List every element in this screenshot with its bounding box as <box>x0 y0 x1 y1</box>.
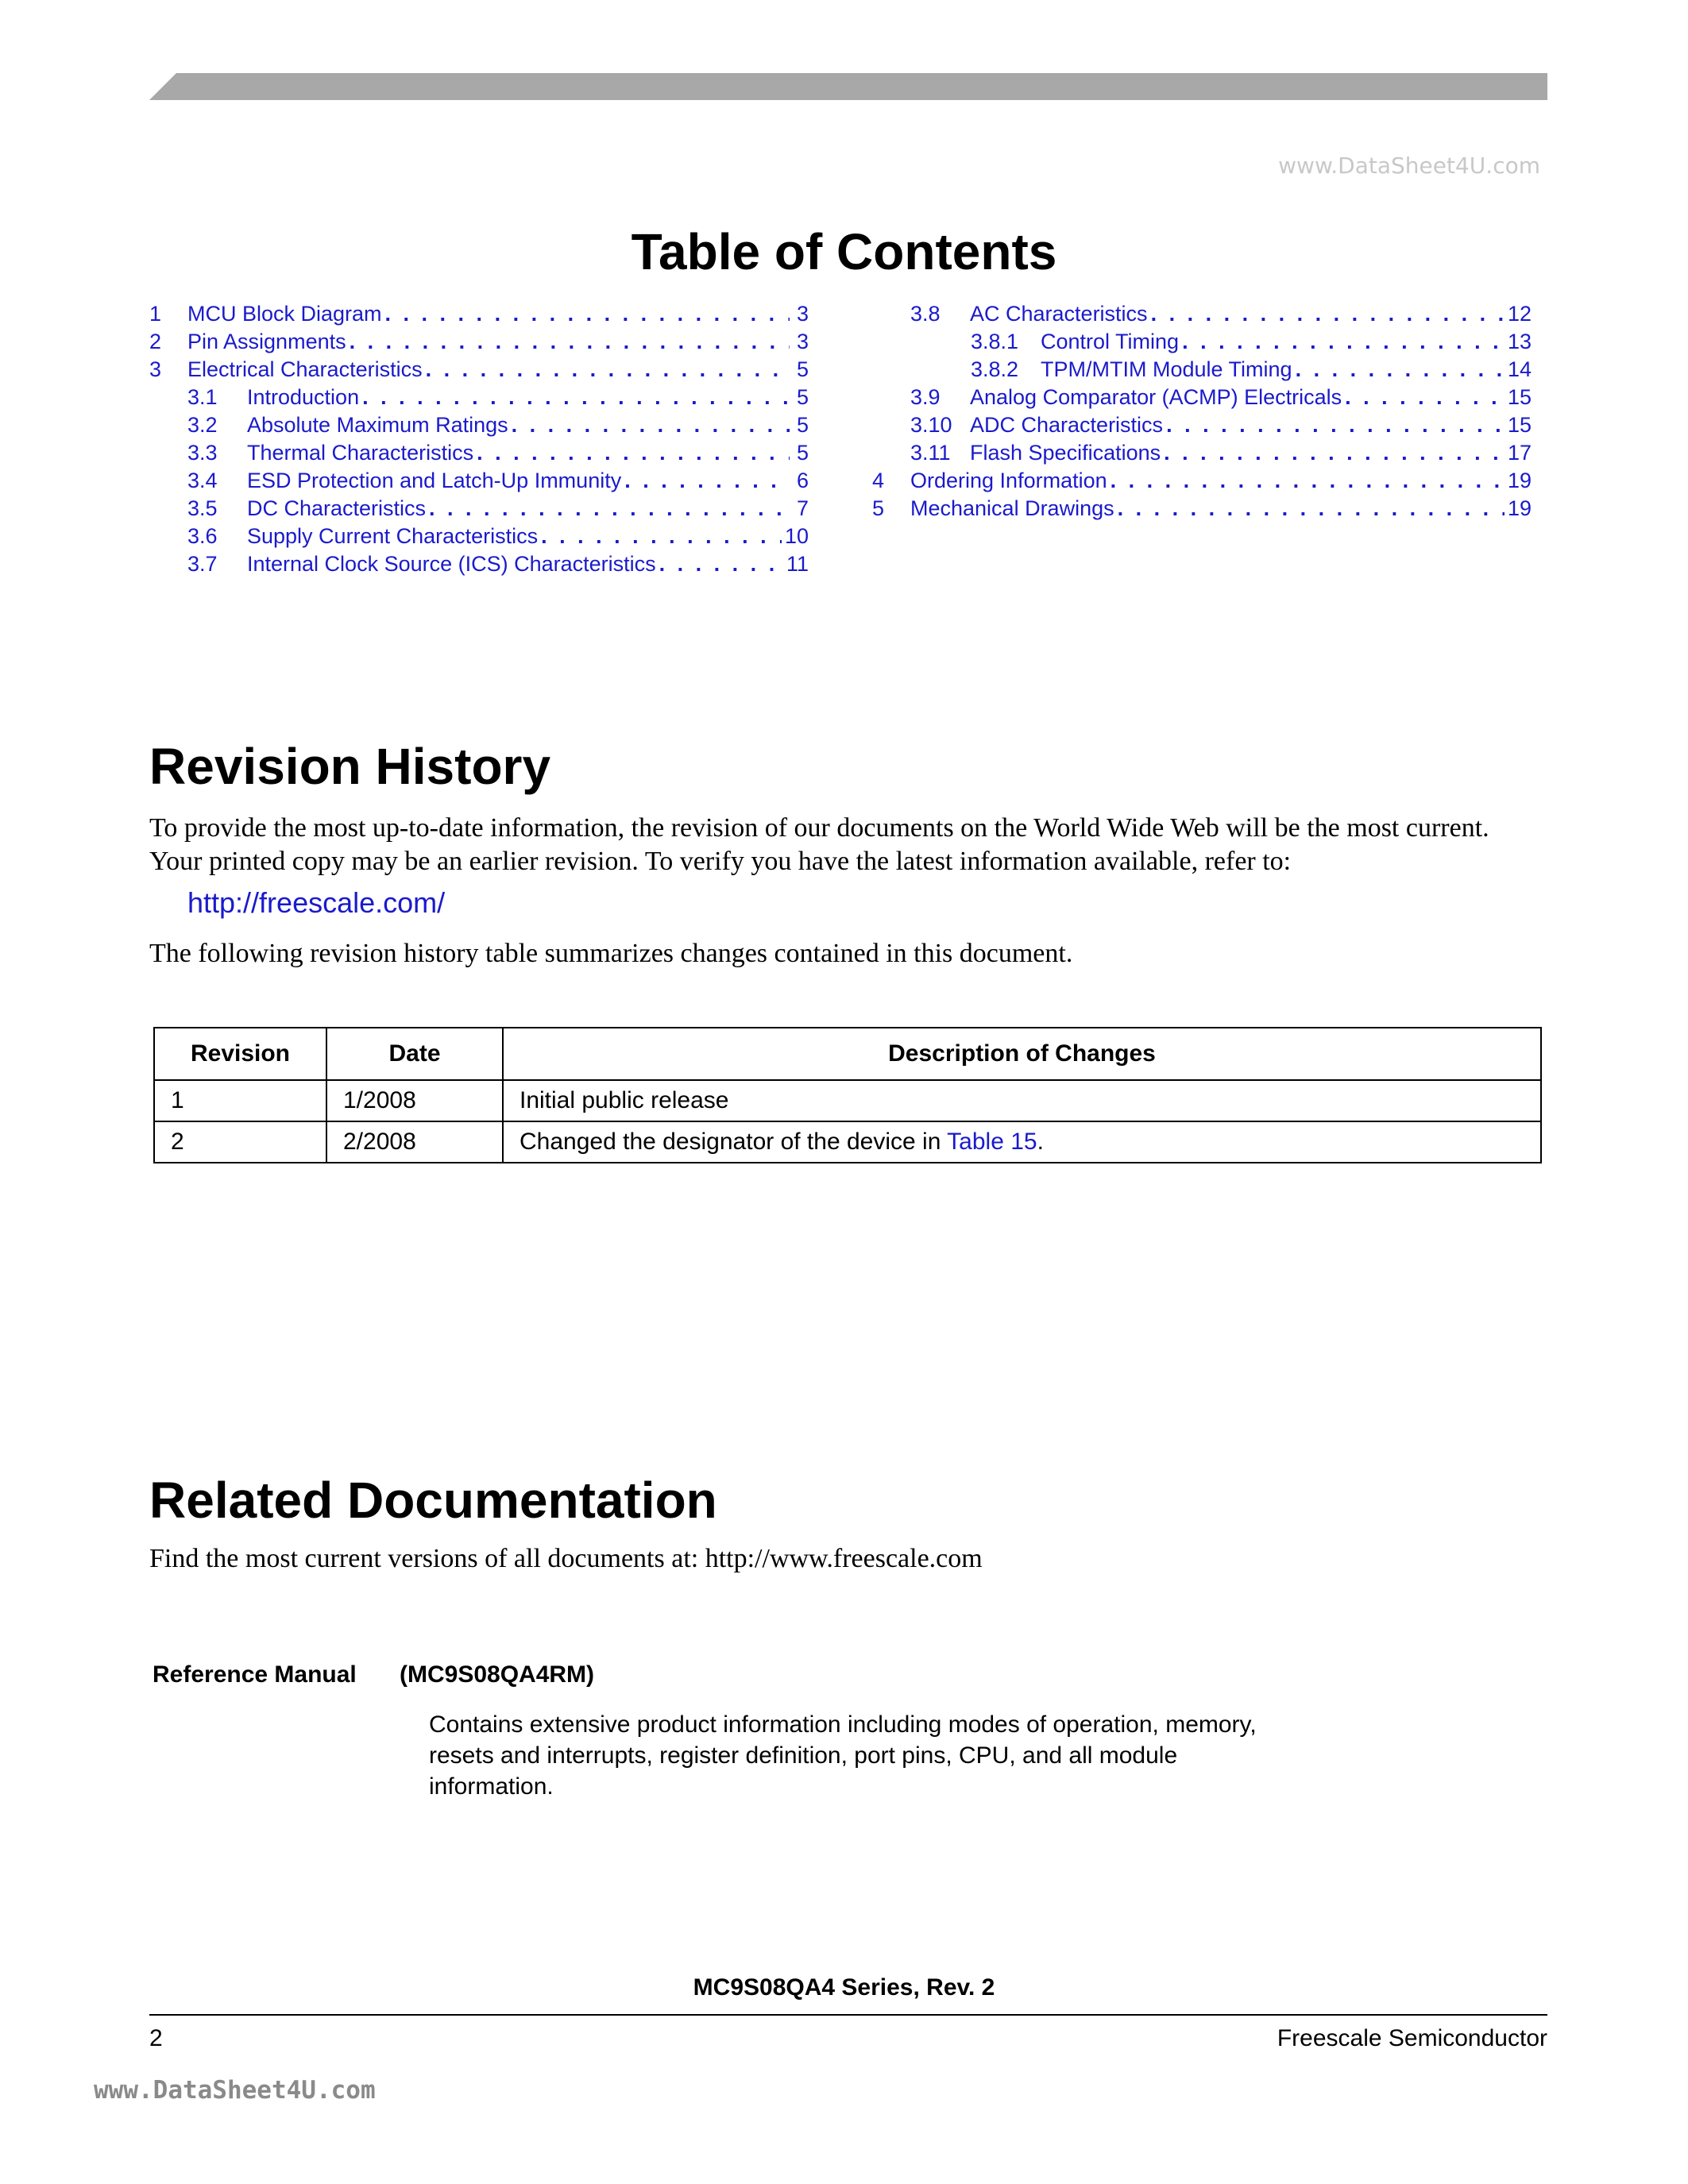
toc-entry-title: AC Characteristics <box>970 302 1148 326</box>
toc-entry[interactable] <box>872 328 1532 356</box>
toc-entry-page: 7 <box>796 496 809 520</box>
toc-entry-page: 10 <box>784 524 809 548</box>
toc-entry-leader <box>659 550 783 578</box>
toc-entry-leader <box>541 523 782 550</box>
related-docs-intro: Find the most current versions of all documents at: http://www.freescale.com <box>149 1544 983 1573</box>
toc-entry-leader <box>1118 495 1505 523</box>
revision-summary: The following revision history table summarizes changes contained in this document. <box>149 939 1073 968</box>
revision-history-heading: Revision History <box>149 738 551 795</box>
footer-rule <box>149 2014 1547 2016</box>
toc-entry-page: 13 <box>1507 330 1532 353</box>
ref-desc-line-2: resets and interrupts, register definition, port pins, CPU, and all module <box>429 1742 1178 1769</box>
toc-entry-page: 17 <box>1507 441 1532 465</box>
toc-entry-title: Mechanical Drawings <box>910 496 1114 520</box>
related-docs-heading: Related Documentation <box>149 1472 717 1529</box>
toc-entry-page: 3 <box>796 330 809 353</box>
toc-entry-page: 11 <box>786 552 809 576</box>
toc-entry-number: 1 <box>149 302 162 326</box>
company-name: Freescale Semiconductor <box>1277 2025 1547 2051</box>
toc-entry-leader <box>385 300 790 328</box>
toc-entry-page: 5 <box>796 357 809 381</box>
toc-entry-title: ADC Characteristics <box>970 413 1164 437</box>
toc-entry-title: TPM/MTIM Module Timing <box>1041 357 1292 381</box>
cell-date: 2/2008 <box>326 1121 503 1163</box>
reference-manual-description <box>429 1709 1382 1802</box>
toc-entry-title: Internal Clock Source (ICS) Characteristics <box>247 552 656 576</box>
toc-entry-number: 3.5 <box>187 496 218 520</box>
toc-entry[interactable] <box>872 495 1532 523</box>
toc-entry[interactable] <box>149 495 809 523</box>
toc-entry-title: Supply Current Characteristics <box>247 524 539 548</box>
toc-entry-leader <box>350 328 790 356</box>
toc-entry[interactable] <box>149 439 809 467</box>
toc-entry[interactable] <box>149 300 809 328</box>
toc-entry-leader <box>1182 328 1505 356</box>
cell-description-suffix: . <box>1037 1129 1044 1155</box>
toc-entry-leader <box>1296 356 1505 384</box>
toc-entry-number: 3.9 <box>910 385 941 409</box>
toc-entry-leader <box>362 384 790 411</box>
ref-desc-line-1: Contains extensive product information including modes of operation, memory, <box>429 1711 1257 1738</box>
cell-description: Initial public release <box>503 1080 1541 1121</box>
toc-entry-number: 3.7 <box>187 552 218 576</box>
toc-entry[interactable] <box>149 384 809 411</box>
toc-entry-leader <box>1151 300 1505 328</box>
toc-entry[interactable] <box>872 439 1532 467</box>
toc-entry-number: 4 <box>872 469 885 492</box>
toc-entry-page: 19 <box>1507 469 1532 492</box>
toc-entry-page: 5 <box>796 385 809 409</box>
toc-entry-leader <box>429 495 790 523</box>
toc-entry[interactable] <box>149 411 809 439</box>
cell-revision: 2 <box>154 1121 326 1163</box>
toc-entry-leader <box>1111 467 1505 495</box>
revision-table <box>153 1027 1542 1163</box>
toc-entry-page: 6 <box>796 469 809 492</box>
toc-entry-number: 2 <box>149 330 162 353</box>
table-row <box>154 1121 1541 1163</box>
freescale-link[interactable]: http://freescale.com/ <box>187 886 446 919</box>
toc-entry-number: 3.8 <box>910 302 941 326</box>
toc-entry-leader <box>477 439 790 467</box>
toc-entry-page: 5 <box>796 441 809 465</box>
page-number: 2 <box>149 2025 163 2051</box>
toc-entry-page: 3 <box>796 302 809 326</box>
ref-desc-line-3: information. <box>429 1773 554 1800</box>
toc-entry-page: 12 <box>1507 302 1532 326</box>
toc-entry-number: 3.2 <box>187 413 218 437</box>
revision-intro-line-1: To provide the most up-to-date information, the revision of our documents on the World Wide Web will be the most current. <box>149 813 1489 843</box>
toc-entry[interactable] <box>149 523 809 550</box>
toc-entry-page: 15 <box>1507 385 1532 409</box>
footer-title: MC9S08QA4 Series, Rev. 2 <box>693 1974 995 2001</box>
toc-entry[interactable] <box>872 411 1532 439</box>
toc-entry[interactable] <box>872 384 1532 411</box>
toc-entry-leader <box>1166 411 1505 439</box>
toc-entry[interactable] <box>872 300 1532 328</box>
reference-manual-id: (MC9S08QA4RM) <box>400 1661 595 1688</box>
toc-entry-number: 3.10 <box>910 413 952 437</box>
table-header-row <box>154 1028 1541 1080</box>
watermark-top: www.DataSheet4U.com <box>1278 152 1540 179</box>
toc-entry-title: Introduction <box>247 385 360 409</box>
header-revision: Revision <box>154 1028 326 1080</box>
header-bar <box>149 73 1547 100</box>
toc-entry-page: 14 <box>1507 357 1532 381</box>
header-date: Date <box>326 1028 503 1080</box>
toc-entry-title: ESD Protection and Latch-Up Immunity <box>247 469 622 492</box>
toc-entry[interactable] <box>872 467 1532 495</box>
toc-entry-page: 5 <box>796 413 809 437</box>
toc-entry-title: Absolute Maximum Ratings <box>247 413 508 437</box>
toc-entry[interactable] <box>872 356 1532 384</box>
toc-entry-number: 3.11 <box>910 441 951 465</box>
toc-entry[interactable] <box>149 328 809 356</box>
cell-description <box>503 1121 1541 1163</box>
toc-title: Table of Contents <box>631 223 1057 280</box>
toc-entry-leader <box>1164 439 1505 467</box>
toc-entry-number: 3.8.1 <box>971 330 1019 353</box>
toc-entry-number: 3.8.2 <box>971 357 1019 381</box>
toc-entry-title: Pin Assignments <box>187 330 346 353</box>
toc-entry-page: 19 <box>1507 496 1532 520</box>
revision-intro-line-2: Your printed copy may be an earlier revision. To verify you have the latest information available, refer to: <box>149 847 1292 876</box>
toc-entry-number: 3.4 <box>187 469 218 492</box>
toc-entry-title: MCU Block Diagram <box>187 302 382 326</box>
toc-entry-number: 3 <box>149 357 162 381</box>
table-row <box>154 1080 1541 1121</box>
toc-entry-title: Flash Specifications <box>970 441 1161 465</box>
table-15-link[interactable]: Table 15 <box>947 1129 1037 1155</box>
reference-manual-label: Reference Manual <box>153 1661 357 1688</box>
header-description: Description of Changes <box>503 1028 1541 1080</box>
cell-date: 1/2008 <box>326 1080 503 1121</box>
toc-entry-leader <box>512 411 790 439</box>
toc-entry[interactable] <box>149 467 809 495</box>
toc-entry-number: 3.6 <box>187 524 218 548</box>
cell-revision: 1 <box>154 1080 326 1121</box>
toc-entry-number: 3.3 <box>187 441 218 465</box>
toc-entry-number: 3.1 <box>187 385 218 409</box>
toc-entry-title: Electrical Characteristics <box>187 357 423 381</box>
toc-left-column <box>149 300 809 578</box>
watermark-bottom: www.DataSheet4U.com <box>94 2076 376 2105</box>
toc-entry-leader <box>1345 384 1505 411</box>
cell-description-text: Changed the designator of the device in <box>520 1129 948 1155</box>
toc-entry-title: Ordering Information <box>910 469 1107 492</box>
toc-entry-title: Thermal Characteristics <box>247 441 474 465</box>
toc-entry-leader <box>426 356 790 384</box>
toc-right-column <box>872 300 1532 523</box>
toc-entry[interactable] <box>149 356 809 384</box>
toc-entry-page: 15 <box>1507 413 1532 437</box>
toc-entry-title: Control Timing <box>1041 330 1180 353</box>
toc-entry-number: 5 <box>872 496 885 520</box>
toc-entry-leader <box>624 467 790 495</box>
toc-entry[interactable] <box>149 550 809 578</box>
toc-entry-title: Analog Comparator (ACMP) Electricals <box>970 385 1342 409</box>
toc-entry-title: DC Characteristics <box>247 496 427 520</box>
